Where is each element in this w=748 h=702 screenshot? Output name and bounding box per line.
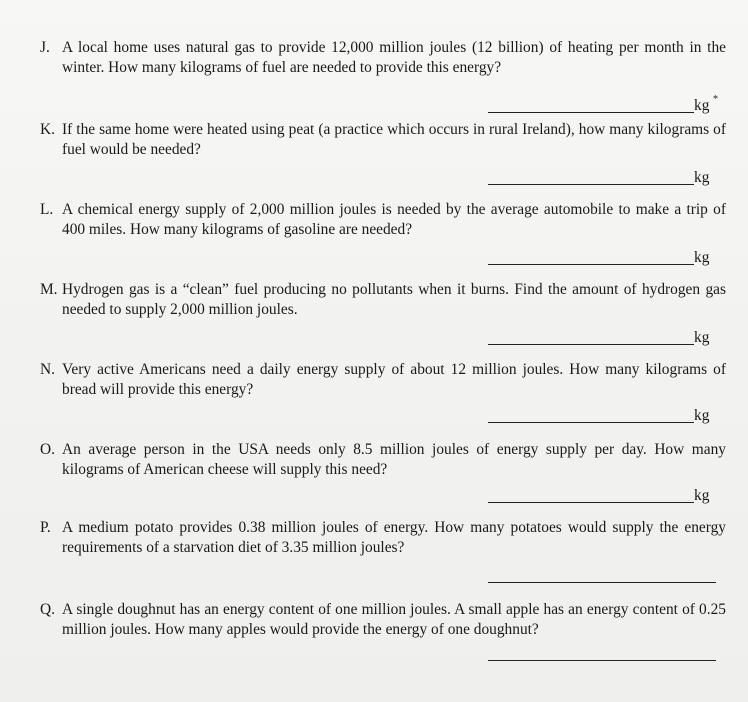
- question-n: [40, 360, 726, 400]
- question-p: [40, 518, 726, 558]
- answer-line: [488, 344, 694, 345]
- question-text: An average person in the USA needs only 8.5 million joules of energy supply per day. How many kilograms of American cheese will supply this need?: [62, 441, 726, 478]
- unit-label: kg: [694, 329, 710, 346]
- answer-blank-n[interactable]: [488, 406, 718, 426]
- answer-blank-m[interactable]: [488, 328, 718, 348]
- question-label: J.: [40, 39, 50, 56]
- unit-label: kg: [694, 169, 710, 186]
- answer-line: [488, 264, 694, 265]
- answer-blank-q[interactable]: [488, 644, 718, 664]
- question-text: A single doughnut has an energy content of one million joules. A small apple has an energy content of 0.25 million joules. How many apples would provide the energy of one doughnut?: [62, 601, 726, 638]
- question-text: Very active Americans need a daily energy supply of about 12 million joules. How many kilograms of bread will provide this energy?: [62, 361, 726, 398]
- footnote-mark: *: [713, 94, 718, 105]
- unit-label: kg: [694, 407, 710, 424]
- question-label: K.: [40, 121, 55, 138]
- question-o: [40, 440, 726, 480]
- unit-label: kg: [694, 97, 710, 114]
- question-l: [40, 200, 726, 240]
- answer-blank-o[interactable]: [488, 486, 718, 506]
- unit-label: kg: [694, 249, 710, 266]
- question-j: [40, 38, 726, 78]
- question-text: A medium potato provides 0.38 million joules of energy. How many potatoes would supply the energy requirements of a starvation diet of 3.35 million joules?: [62, 519, 726, 556]
- question-q: [40, 600, 726, 640]
- answer-line: [488, 660, 716, 661]
- question-m: [40, 280, 726, 320]
- question-text: Hydrogen gas is a “clean” fuel producing no pollutants when it burns. Find the amount of hydrogen gas needed to supply 2,000 million joules.: [62, 281, 726, 318]
- answer-line: [488, 184, 694, 185]
- answer-line: [488, 582, 716, 583]
- question-label: Q.: [40, 601, 55, 618]
- answer-blank-p[interactable]: [488, 566, 718, 586]
- question-label: P.: [40, 519, 51, 536]
- question-label: L.: [40, 201, 54, 218]
- question-label: N.: [40, 361, 55, 378]
- answer-line: [488, 112, 694, 113]
- question-text: A chemical energy supply of 2,000 million joules is needed by the average automobile to make a trip of 400 miles. How many kilograms of gasoline are needed?: [62, 201, 726, 238]
- answer-blank-k[interactable]: [488, 168, 718, 188]
- answer-blank-l[interactable]: [488, 248, 718, 268]
- unit-label: kg: [694, 487, 710, 504]
- answer-line: [488, 502, 694, 503]
- question-label: O.: [40, 441, 55, 458]
- question-text: A local home uses natural gas to provide 12,000 million joules (12 billion) of heating per month in the winter. How many kilograms of fuel are needed to provide this energy?: [62, 39, 726, 76]
- answer-line: [488, 422, 694, 423]
- question-text: If the same home were heated using peat (a practice which occurs in rural Ireland), how many kilograms of fuel would be needed?: [62, 121, 726, 158]
- question-k: [40, 120, 726, 160]
- question-label: M.: [40, 281, 58, 298]
- answer-blank-j[interactable]: [488, 96, 718, 116]
